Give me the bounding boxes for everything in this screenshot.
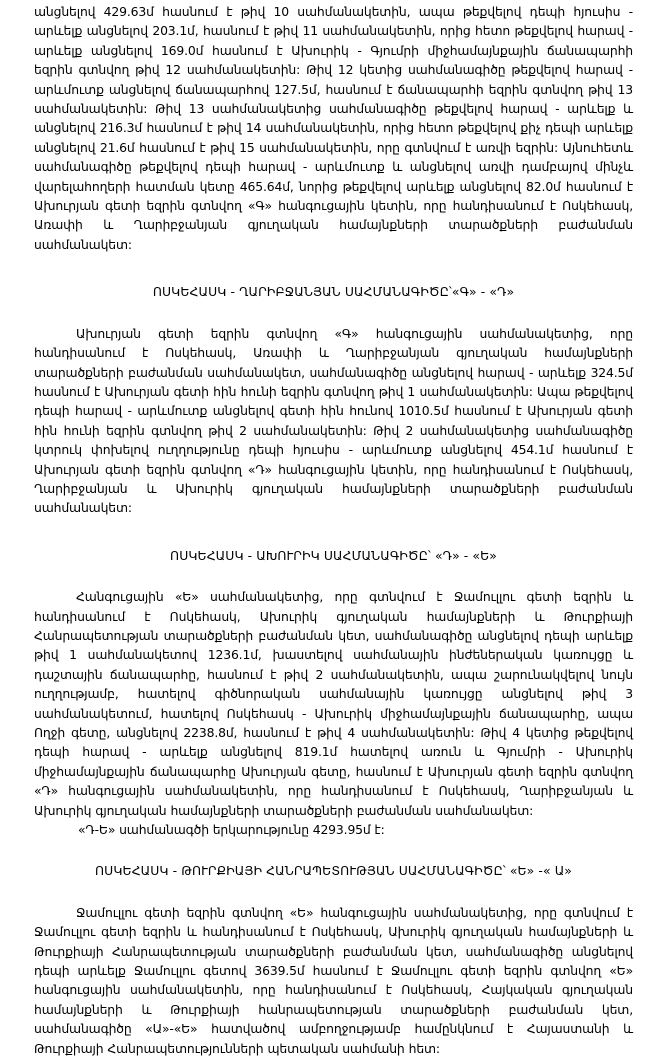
heading-spacer (34, 881, 633, 903)
section-spacer (34, 254, 633, 282)
heading-d-e: ՈՍԿԵՀԱՍԿ - ԱԽՈՒՐԻԿ ՍԱՀՄԱՆԱԳԻԾԸ՝ «Դ» - «Ե» (170, 547, 497, 563)
length-note-d-e: «Դ-Ե» սահմանագծի երկարությունը 4293.95մ է: (78, 822, 385, 838)
heading-e-a: ՈՍԿԵՀԱՍԿ - ԹՈՒՐՔԻԱՅԻ ՀԱՆՐԱՊԵՏՈՒԹՅԱՆ ՍԱՀՄԱՆԱԳԻԾԸ՝ «Ե» -« Ա» (95, 863, 572, 879)
section-paragraph-e-a: Ջամուլլու գետի եզրին գտնվող «Ե» հանգուցային սահմանակետից, որը գտնվում է Ջամուլլու գետի եզրին և հանդիսանում է Ոսկեհասկ, Ախուրիկ գյուղական համայնքների և Թուրքիայի Հանրապետության տարածքների բաժանման կետ, սահմանագիծը անցնելով դեպի արևելք Ջամուլլու գետով 3639.5մ հասնում է Ջամուլլու գետի եզրին գտնվող «Ե» հանգուցային սահմանակետին, որը հանդիսանում է Ոսկեհասկ, Հայկական գյուղական համայնքների և Թուրքիայի հանրապետության տարածքների բաժանման կետ, սահմանագիծը «Ա»-«Ե» հատվածով ամբողջությամբ համընկնում է Հայաստանի և Թուրքիայի Հանրապետությունների պետական սահմանի հետ: (34, 904, 633, 1056)
section-spacer (34, 518, 633, 546)
heading-spacer (34, 302, 633, 324)
section-paragraph-g-d: Ախուրյան գետի եզրին գտնվող «Գ» հանգուցային սահմանակետից, որը հանդիսանում է Ոսկեհասկ, Առափի և Ղարիբջանյան գյուղական համայնքների տարածքների բաժանման սահմանակետ, սահմանագիծը անցնելով հարավ - արևելք 324.5մ հասնում է Ախուրյան գետի հին հունի եզրին գտնվող թիվ 1 սահմանակետին: Ապա թեքվելով դեպի հարավ - արևմուտք անցնելով գետի հին հունով 1010.5մ հասնում է Ախուրյան գետի հին հունի եզրին գտնվող թիվ 2 սահմանակետին: Թիվ 2 սահմանակետից սահմանագիծը կտրուկ փոխելով ուղղությունը դեպի հյուսիս - արևմուտք անցնելով 454.1մ հասնում է Ախուրյան գետի եզրին գտնվող «Դ» հանգուցային կետին, որը հանդիսանում է Ոսկեհասկ, Ղարիբջանյան և Ախուրիկ գյուղական համայնքների տարածքների բաժանման սահմանակետ: (34, 325, 633, 516)
heading-spacer (34, 565, 633, 587)
heading-g-d: ՈՍԿԵՀԱՍԿ - ՂԱՐԻԲՋԱՆՅԱՆ ՍԱՀՄԱՆԱԳԻԾԸ՝«Գ» - «Դ» (152, 284, 515, 300)
section-spacer (34, 839, 633, 861)
section-paragraph-d-e: Հանգուցային «Ե» սահմանակետից, որը գտնվում է Ջամուլլու գետի եզրին և հանդիսանում է Ոսկեհասկ, Ախուրիկ գյուղական համայնքների և Թուրքիայի Հանրապետության տարածքների բաժանման կետ, սահմանագիծը անցնելով դեպի արևելք թիվ 1 սահմանակետով 1236.1մ, խաստելով սահմանային ինժեներական կառույցը և դաշտային ճանապարհը, հասնում է թիվ 2 սահմանակետին, ապա շարունակվելով նույն ուղղությամբ, հատելով գիծնորական սահմանային կառույցը անցնելով թիվ 3 սահմանակետում, հատելով Ոսկեհասկ - Ախուրիկ միջհամայնքային ճանապարհը, ապա Ողջի գետը, անցնելով 2238.8մ, հասնում է թիվ 4 սահմանակետին: Թիվ 4 կետից թեքվելով դեպի հարավ - արևելք անցնելով 819.1մ հատելով առուն և Գյումրի - Ախուրիկ միջհամայնքային ճանապարհը Ախուրյան գետը, հասնում է Ախուրյան գետի եզրին գտնվող «Դ» հանգուցային սահմանակետին, որը հանդիսանում է Ոսկեհասկ, Ղարիբջանյան և Ախուրիկ գյուղական համայնքների տարածքների բաժանման սահմանակետ: (34, 589, 633, 818)
continuation-paragraph-top: անցնելով 429.63մ հասնում է թիվ 10 սահմանակետին, ապա թեքվելով դեպի հյուսիս - արևելք անցնելով 203.1մ, հասնում է թիվ 11 սահմանակետին, որից հետո թեքվելով հարավ - արևելք անցնելով 169.0մ հասնում է Ախուրիկ - Գյումրի միջհամայնքային ճանապարհի եզրին գտնվող թիվ 12 սահմանակետին: Թիվ 12 կետից սահմանագիծը թեքվելով հարավ - արևմուտք անցնելով ճանապարհով 127.5մ, հասնում է ճանապարհի եզրին գտնվող թիվ 13 սահմանակետին: Թիվ 13 սահմանակետից սահմանագիծը թեքվելով հարավ - արևելք և անցնելով 216.3մ հասնում է թիվ 14 սահմանակետին, որից հետո թեքվելով քիչ դեպի արևելք անցնելով 21.6մ հասնում է թիվ 15 սահմանակետին, որը գտնվում է առվի եզրին: Այնուհետև սահմանագիծը թեքվելով դեպի հարավ - արևմուտք և անցնելով առվի դամբայով մինչև վարելահողերի հատման կետը 465.64մ, նորից թեքվելով արևելք անցնելով 82.0մ հասնում է Ախուրյան գետի եզրին գտնվող «Գ» հանգուցային կետին, որը հանդիսանում է Ոսկեհասկ, Առափի և Ղարիբջանյան գյուղական համայնքների տարածքների բաժանման սահմանակետ: (34, 4, 633, 252)
